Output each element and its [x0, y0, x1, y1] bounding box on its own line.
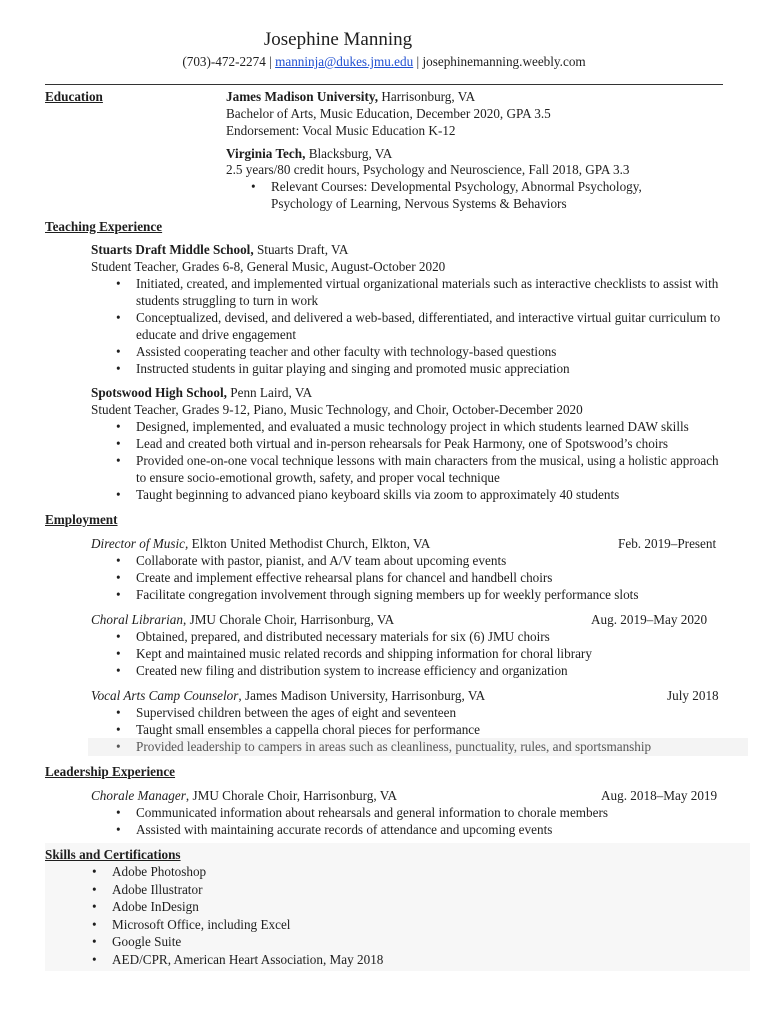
- list-item: • Google Suite: [112, 933, 612, 951]
- contact-line: [0, 53, 768, 70]
- list-item: • Collaborate with pastor, pianist, and A/V team about upcoming events: [136, 552, 726, 569]
- director-bullets: [136, 552, 726, 603]
- librarian-org: , JMU Chorale Choir, Harrisonburg, VA: [182, 612, 395, 627]
- section-heading-leadership: Leadership Experience: [45, 764, 176, 779]
- counselor-title: Vocal Arts Camp Counselor: [91, 688, 239, 703]
- resume-name: Josephine Manning: [263, 29, 413, 50]
- phone-number: (703)-472-2274 |: [182, 54, 276, 69]
- list-item: • Provided one-on-one vocal technique lessons with main characters from the musical, using a holistic approach to ensure socio-emotional growth, safety, and proper vocal technique: [136, 452, 726, 486]
- jmu-school-name: James Madison University,: [226, 89, 379, 104]
- counselor-line: [91, 687, 485, 704]
- list-item: • Communicated information about rehearsals and general information to chorale members: [136, 804, 726, 821]
- list-item: • Microsoft Office, including Excel: [112, 916, 612, 934]
- website-text: | josephinemanning.weebly.com: [413, 54, 586, 69]
- manager-date: Aug. 2018–May 2019: [601, 788, 718, 803]
- manager-org: , JMU Chorale Choir, Harrisonburg, VA: [185, 788, 398, 803]
- list-item: • Designed, implemented, and evaluated a music technology project in which students learned DAW skills: [136, 418, 726, 435]
- librarian-date: Aug. 2019–May 2020: [591, 612, 708, 627]
- section-heading-skills: Skills and Certifications: [45, 847, 181, 862]
- list-item: • Create and implement effective rehearsal plans for chancel and handbell choirs: [136, 569, 726, 586]
- manager-line: [91, 787, 397, 804]
- header-divider: [45, 84, 723, 85]
- list-item: • Assisted with maintaining accurate records of attendance and upcoming events: [136, 821, 726, 838]
- director-title: Director of Music,: [91, 536, 189, 551]
- manager-bullets: [136, 804, 726, 838]
- spotswood-school-name: Spotswood High School,: [91, 385, 227, 400]
- stuarts-bullets: [136, 275, 726, 377]
- stuarts-location: Stuarts Draft, VA: [253, 242, 349, 257]
- counselor-bullets: [136, 704, 736, 755]
- director-date: Feb. 2019–Present: [618, 536, 717, 551]
- section-heading-employment: Employment: [45, 512, 118, 527]
- vt-credits: 2.5 years/80 credit hours, Psychology and Neuroscience, Fall 2018, GPA 3.3: [226, 162, 630, 177]
- vt-location: Blacksburg, VA: [305, 146, 393, 161]
- list-item: • Conceptualized, devised, and delivered a web-based, differentiated, and interactive virtual guitar curriculum to educate and drive engagement: [136, 309, 726, 343]
- education-vt-line: [226, 145, 392, 162]
- stuarts-school-name: Stuarts Draft Middle School,: [91, 242, 254, 257]
- director-line: [91, 535, 430, 552]
- librarian-line: [91, 611, 394, 628]
- counselor-org: , James Madison University, Harrisonburg, VA: [238, 688, 486, 703]
- spotswood-location: Penn Laird, VA: [226, 385, 313, 400]
- list-item: • Adobe Illustrator: [112, 881, 612, 899]
- vt-courses-list: [271, 178, 711, 212]
- education-jmu-line: [226, 88, 475, 105]
- list-item: • Instructed students in guitar playing and singing and promoted music appreciation: [136, 360, 726, 377]
- list-item: • AED/CPR, American Heart Association, May 2018: [112, 951, 612, 969]
- section-heading-teaching: Teaching Experience: [45, 219, 163, 234]
- counselor-date: July 2018: [667, 688, 719, 703]
- list-item: • Supervised children between the ages of eight and seventeen: [136, 704, 736, 721]
- list-item: • Adobe Photoshop: [112, 863, 612, 881]
- list-item: • Adobe InDesign: [112, 898, 612, 916]
- vt-school-name: Virginia Tech,: [226, 146, 306, 161]
- list-item: • Provided leadership to campers in areas such as cleanliness, punctuality, rules, and sportsmanship: [136, 738, 736, 755]
- list-item: • Relevant Courses: Developmental Psychology, Abnormal Psychology, Psychology of Learning, Nervous Systems & Behaviors: [271, 178, 711, 212]
- list-item: • Taught small ensembles a cappella choral pieces for performance: [136, 721, 736, 738]
- list-item: • Obtained, prepared, and distributed necessary materials for six (6) JMU choirs: [136, 628, 726, 645]
- section-heading-education: Education: [45, 89, 103, 104]
- stuarts-role: Student Teacher, Grades 6-8, General Music, August-October 2020: [91, 259, 446, 274]
- email-link[interactable]: manninja@dukes.jmu.edu: [275, 54, 414, 69]
- spotswood-bullets: [136, 418, 726, 503]
- manager-title: Chorale Manager: [91, 788, 186, 803]
- skills-list: [112, 863, 612, 969]
- jmu-degree: Bachelor of Arts, Music Education, December 2020, GPA 3.5: [226, 106, 551, 121]
- jmu-endorsement: Endorsement: Vocal Music Education K-12: [226, 123, 456, 138]
- librarian-bullets: [136, 628, 726, 679]
- list-item: • Lead and created both virtual and in-person rehearsals for Peak Harmony, one of Spotswood’s choirs: [136, 435, 726, 452]
- list-item: • Initiated, created, and implemented virtual organizational materials such as interactive checklists to assist with students struggling to turn in work: [136, 275, 726, 309]
- list-item: • Taught beginning to advanced piano keyboard skills via zoom to approximately 40 students: [136, 486, 726, 503]
- list-item: • Facilitate congregation involvement through signing members up for weekly performance slots: [136, 586, 726, 603]
- spotswood-line: [91, 384, 312, 401]
- spotswood-role: Student Teacher, Grades 9-12, Piano, Music Technology, and Choir, October-December 2020: [91, 402, 583, 417]
- stuarts-line: [91, 241, 348, 258]
- list-item: • Kept and maintained music related records and shipping information for choral library: [136, 645, 726, 662]
- librarian-title: Choral Librarian: [91, 612, 183, 627]
- director-org: Elkton United Methodist Church, Elkton, VA: [188, 536, 431, 551]
- list-item: • Created new filing and distribution system to increase efficiency and organization: [136, 662, 726, 679]
- jmu-location: Harrisonburg, VA: [378, 89, 476, 104]
- list-item: • Assisted cooperating teacher and other faculty with technology-based questions: [136, 343, 726, 360]
